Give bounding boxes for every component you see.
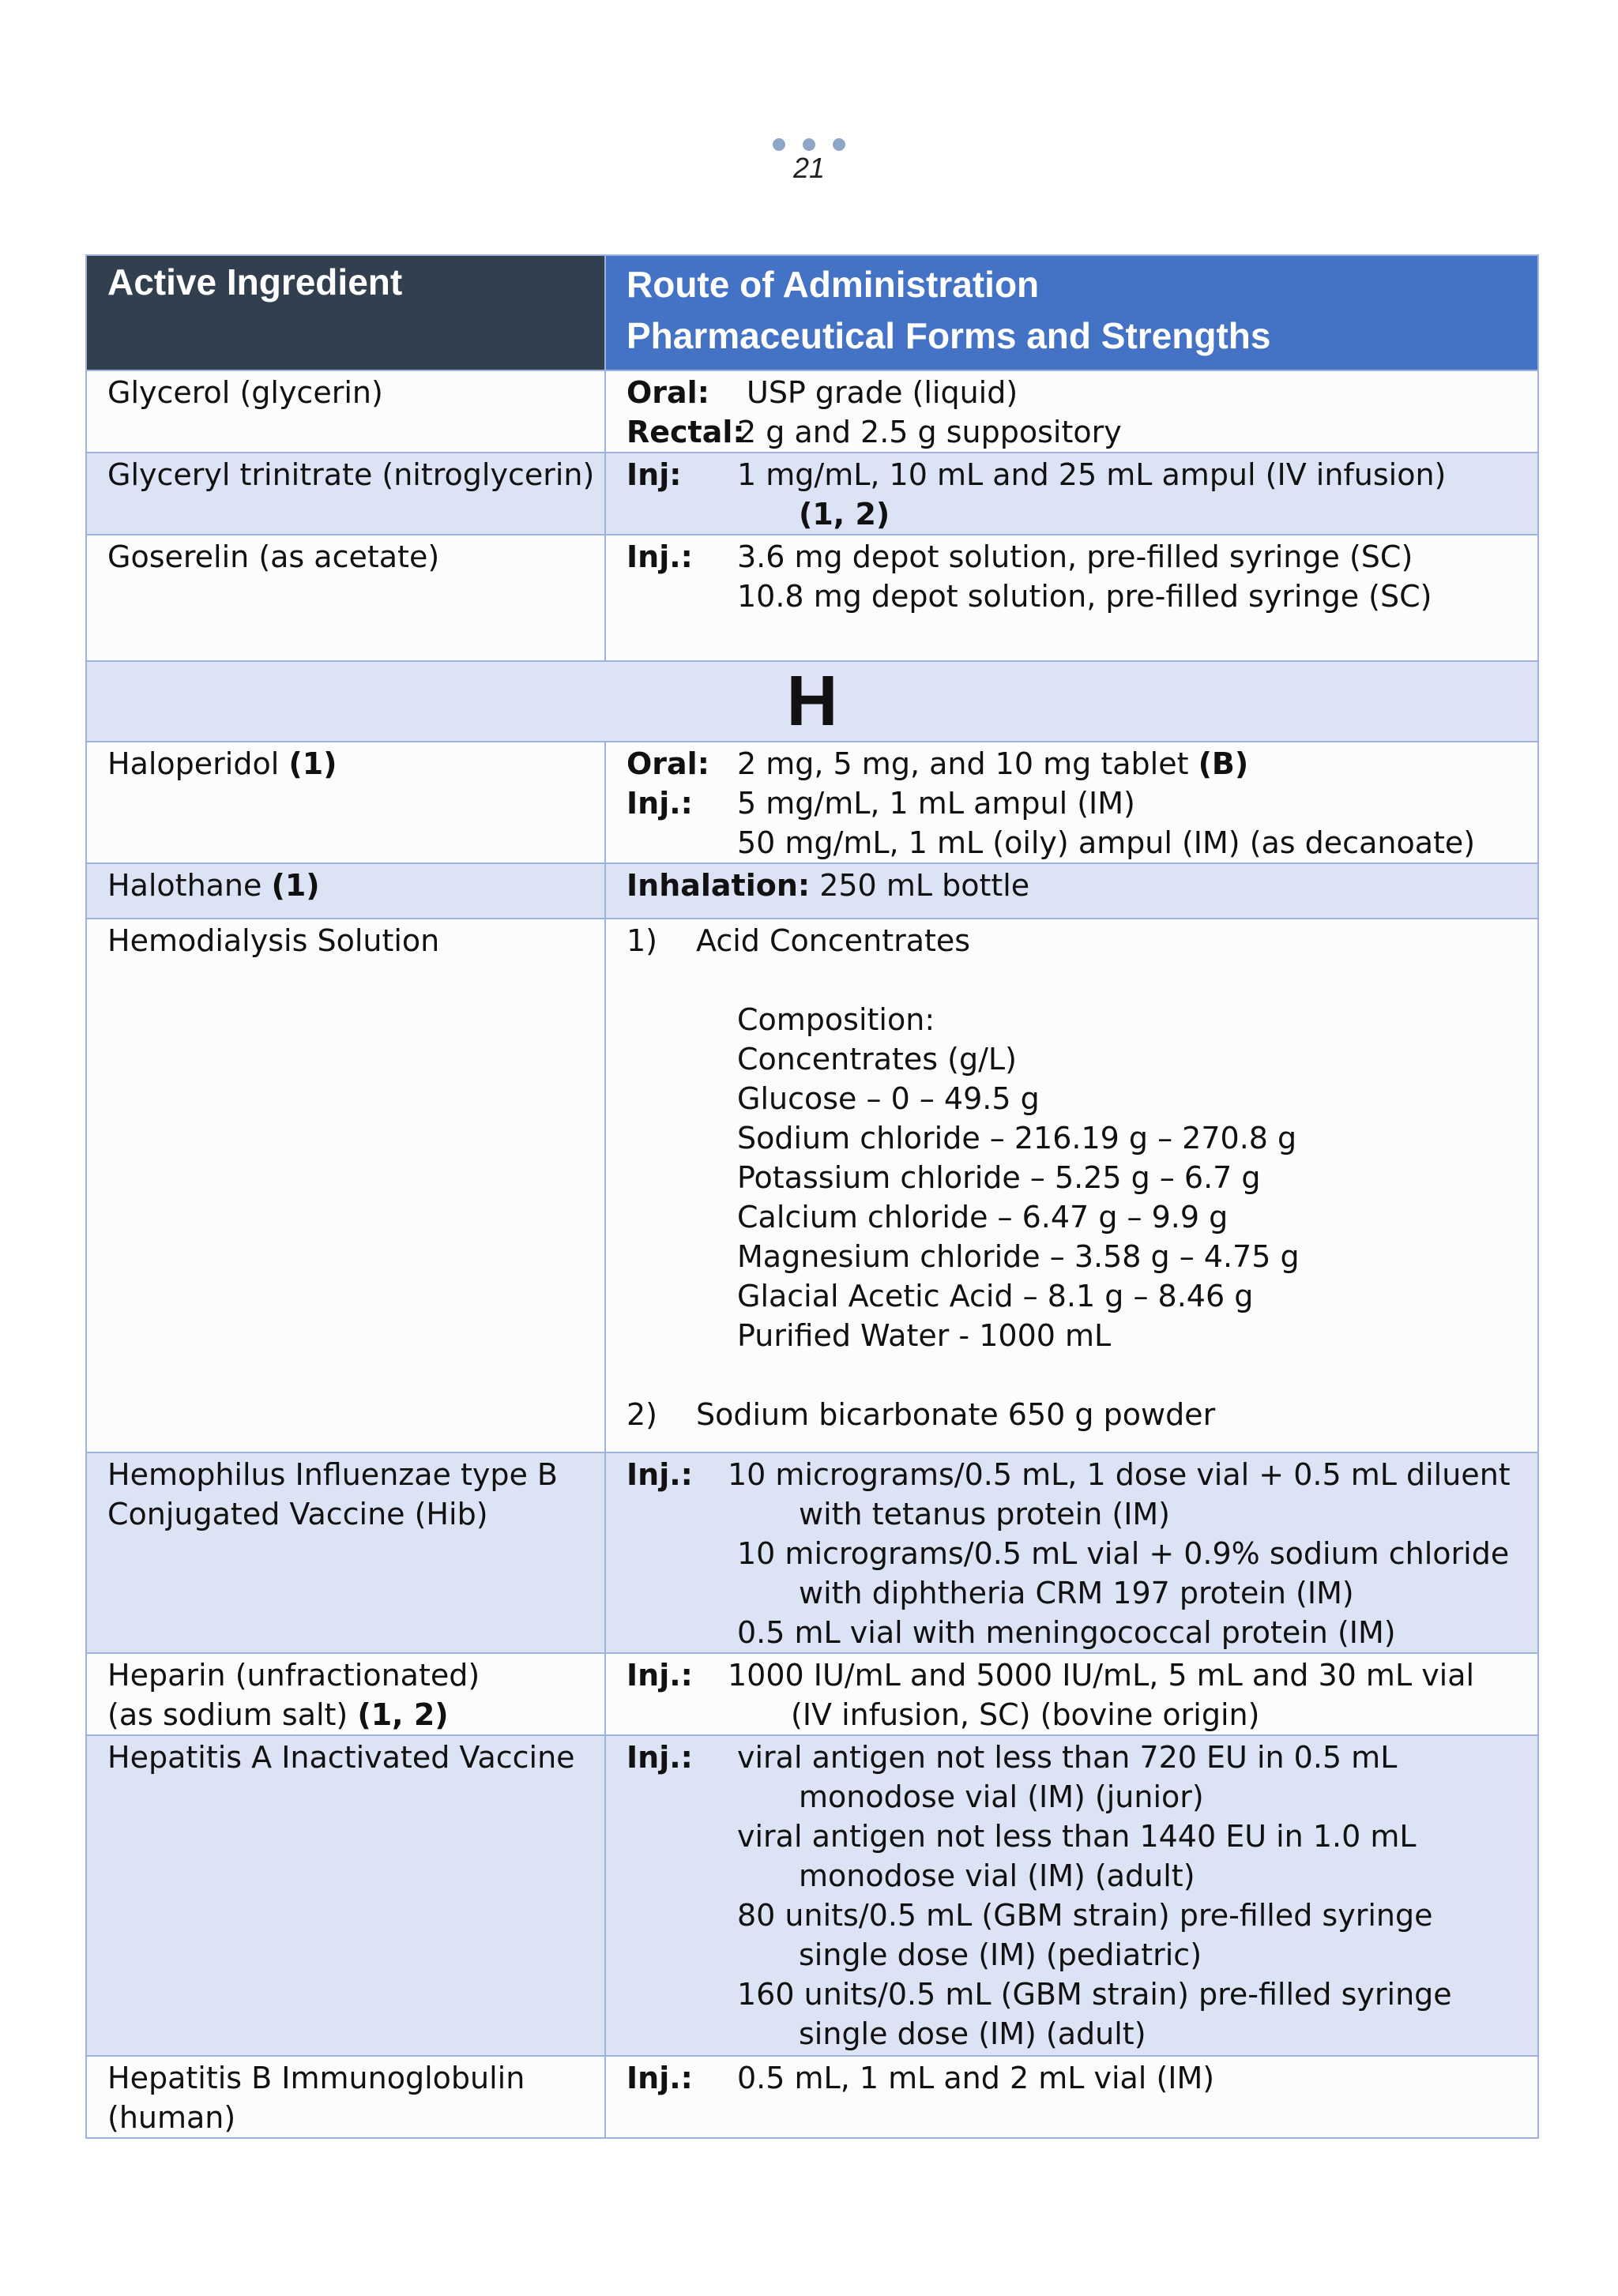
composition-line: Sodium chloride – 216.19 g – 270.8 g: [737, 1121, 1297, 1156]
route-text: viral antigen not less than 720 EU in 0.5 mL: [737, 1740, 1398, 1775]
route-text: 10 micrograms/0.5 mL vial + 0.9% sodium chloride: [737, 1536, 1510, 1571]
table-row: [86, 535, 1538, 661]
route-text: 0.5 mL, 1 mL and 2 mL vial (IM): [737, 2061, 1215, 2095]
ingredient-name: Hemophilus Influenzae type B: [107, 1457, 558, 1492]
ingredient-note: (1): [271, 868, 320, 903]
list-number: 1): [627, 923, 658, 958]
table-row: [86, 1735, 1538, 2056]
route-label: Inj.:: [627, 1457, 693, 1492]
route-cell: [605, 1653, 1538, 1735]
ingredient-cell: Glyceryl trinitrate (nitroglycerin): [86, 453, 605, 535]
ingredient-cell: Goserelin (as acetate): [86, 535, 605, 661]
route-cell: [605, 742, 1538, 863]
route-text: 10.8 mg depot solution, pre-filled syringe (SC): [737, 579, 1432, 614]
route-cell: [605, 370, 1538, 453]
table-row: [86, 863, 1538, 919]
ingredient-cell: [86, 2056, 605, 2138]
route-text: single dose (IM) (pediatric): [799, 1937, 1202, 1972]
route-text: 80 units/0.5 mL (GBM strain) pre-filled syringe: [737, 1898, 1433, 1933]
table-header-row: [86, 255, 1538, 370]
route-text: with diphtheria CRM 197 protein (IM): [799, 1576, 1354, 1610]
route-label: Oral:: [627, 375, 709, 410]
route-text: 10 micrograms/0.5 mL, 1 dose vial + 0.5 mL diluent: [728, 1457, 1511, 1492]
drug-table: [85, 254, 1539, 2139]
ingredient-cell: Hemodialysis Solution: [86, 919, 605, 1452]
ingredient-name: Hepatitis B Immunoglobulin: [107, 2061, 525, 2095]
route-cell: [605, 863, 1538, 919]
route-label: Oral:: [627, 746, 709, 781]
header-active-ingredient: Active Ingredient: [86, 255, 605, 370]
header-route-line2: Pharmaceutical Forms and Strengths: [627, 315, 1271, 356]
route-cell: [605, 1735, 1538, 2056]
table-row: [86, 453, 1538, 535]
route-text: 2 g and 2.5 g suppository: [737, 415, 1122, 449]
route-text: with tetanus protein (IM): [799, 1497, 1171, 1531]
page-number: 21: [792, 152, 826, 184]
ingredient-cell: [86, 742, 605, 863]
ingredient-cell: [86, 1452, 605, 1653]
header-route-line1: Route of Administration: [627, 264, 1040, 305]
route-text: viral antigen not less than 1440 EU in 1.0 mL: [737, 1819, 1417, 1854]
route-label: Inj.:: [627, 786, 693, 821]
ingredient-name: Conjugated Vaccine (Hib): [107, 1497, 488, 1531]
ingredient-note: (1, 2): [357, 1697, 449, 1732]
route-label: Inj:: [627, 457, 682, 492]
route-cell: [605, 2056, 1538, 2138]
route-text: 3.6 mg depot solution, pre-filled syringe (SC): [737, 539, 1413, 574]
route-cell: [605, 535, 1538, 661]
table-row: [86, 370, 1538, 453]
route-text: monodose vial (IM) (junior): [799, 1779, 1204, 1814]
ingredient-name: (as sodium salt): [107, 1697, 348, 1732]
ingredient-name: Haloperidol: [107, 746, 280, 781]
route-note: (1, 2): [799, 497, 890, 532]
route-cell: [605, 1452, 1538, 1653]
route-text: monodose vial (IM) (adult): [799, 1858, 1195, 1893]
route-text: 5 mg/mL, 1 mL ampul (IM): [737, 786, 1135, 821]
composition-line: Potassium chloride – 5.25 g – 6.7 g: [737, 1160, 1261, 1195]
route-text: 1 mg/mL, 10 mL and 25 mL ampul (IV infusion): [737, 457, 1447, 492]
route-text: 2 mg, 5 mg, and 10 mg tablet: [737, 746, 1189, 781]
route-cell: [605, 919, 1538, 1452]
route-text: 160 units/0.5 mL (GBM strain) pre-filled syringe: [737, 1977, 1452, 2012]
list-title: Acid Concentrates: [696, 923, 971, 958]
ingredient-cell: [86, 863, 605, 919]
route-text: (IV infusion, SC) (bovine origin): [791, 1697, 1260, 1732]
ingredient-cell: [86, 1653, 605, 1735]
route-text: 250 mL bottle: [819, 868, 1030, 903]
composition-line: Magnesium chloride – 3.58 g – 4.75 g: [737, 1239, 1300, 1274]
section-letter-row: [86, 661, 1538, 742]
table-row: [86, 1452, 1538, 1653]
route-text: 0.5 mL vial with meningococcal protein (IM): [737, 1615, 1396, 1650]
composition-line: Concentrates (g/L): [737, 1042, 1017, 1077]
ingredient-name: Halothane: [107, 868, 262, 903]
list-title: Sodium bicarbonate 650 g powder: [696, 1397, 1216, 1432]
route-label: Rectal:: [627, 415, 745, 449]
header-route: [605, 255, 1538, 370]
route-label: Inj.:: [627, 2061, 693, 2095]
section-letter: H: [86, 661, 1538, 742]
list-number: 2): [627, 1397, 658, 1432]
ornament-dot: [773, 138, 785, 151]
route-label: Inj.:: [627, 539, 693, 574]
page-ornament: [773, 136, 845, 153]
ingredient-cell: Hepatitis A Inactivated Vaccine: [86, 1735, 605, 2056]
route-text: 1000 IU/mL and 5000 IU/mL, 5 mL and 30 mL vial: [728, 1658, 1475, 1693]
table-row: [86, 2056, 1538, 2138]
composition-line: Calcium chloride – 6.47 g – 9.9 g: [737, 1200, 1229, 1234]
ornament-dot: [833, 138, 845, 151]
route-cell: [605, 453, 1538, 535]
ingredient-name: Heparin (unfractionated): [107, 1658, 480, 1693]
route-label: Inj.:: [627, 1740, 693, 1775]
composition-line: Purified Water - 1000 mL: [737, 1318, 1112, 1353]
route-label: Inj.:: [627, 1658, 693, 1693]
table-row: [86, 1653, 1538, 1735]
ingredient-note: (1): [288, 746, 337, 781]
table-row: [86, 919, 1538, 1452]
route-text: single dose (IM) (adult): [799, 2016, 1146, 2051]
route-note: (B): [1198, 746, 1249, 781]
route-label: Inhalation:: [627, 868, 811, 903]
route-text: USP grade (liquid): [747, 375, 1018, 410]
composition-line: Glacial Acetic Acid – 8.1 g – 8.46 g: [737, 1279, 1254, 1313]
composition-line: Composition:: [737, 1002, 935, 1037]
composition-line: Glucose – 0 – 49.5 g: [737, 1081, 1040, 1116]
table-row: [86, 742, 1538, 863]
ingredient-cell: Glycerol (glycerin): [86, 370, 605, 453]
ornament-dot: [803, 138, 815, 151]
ingredient-name: (human): [107, 2100, 236, 2135]
route-text: 50 mg/mL, 1 mL (oily) ampul (IM) (as decanoate): [737, 825, 1476, 860]
